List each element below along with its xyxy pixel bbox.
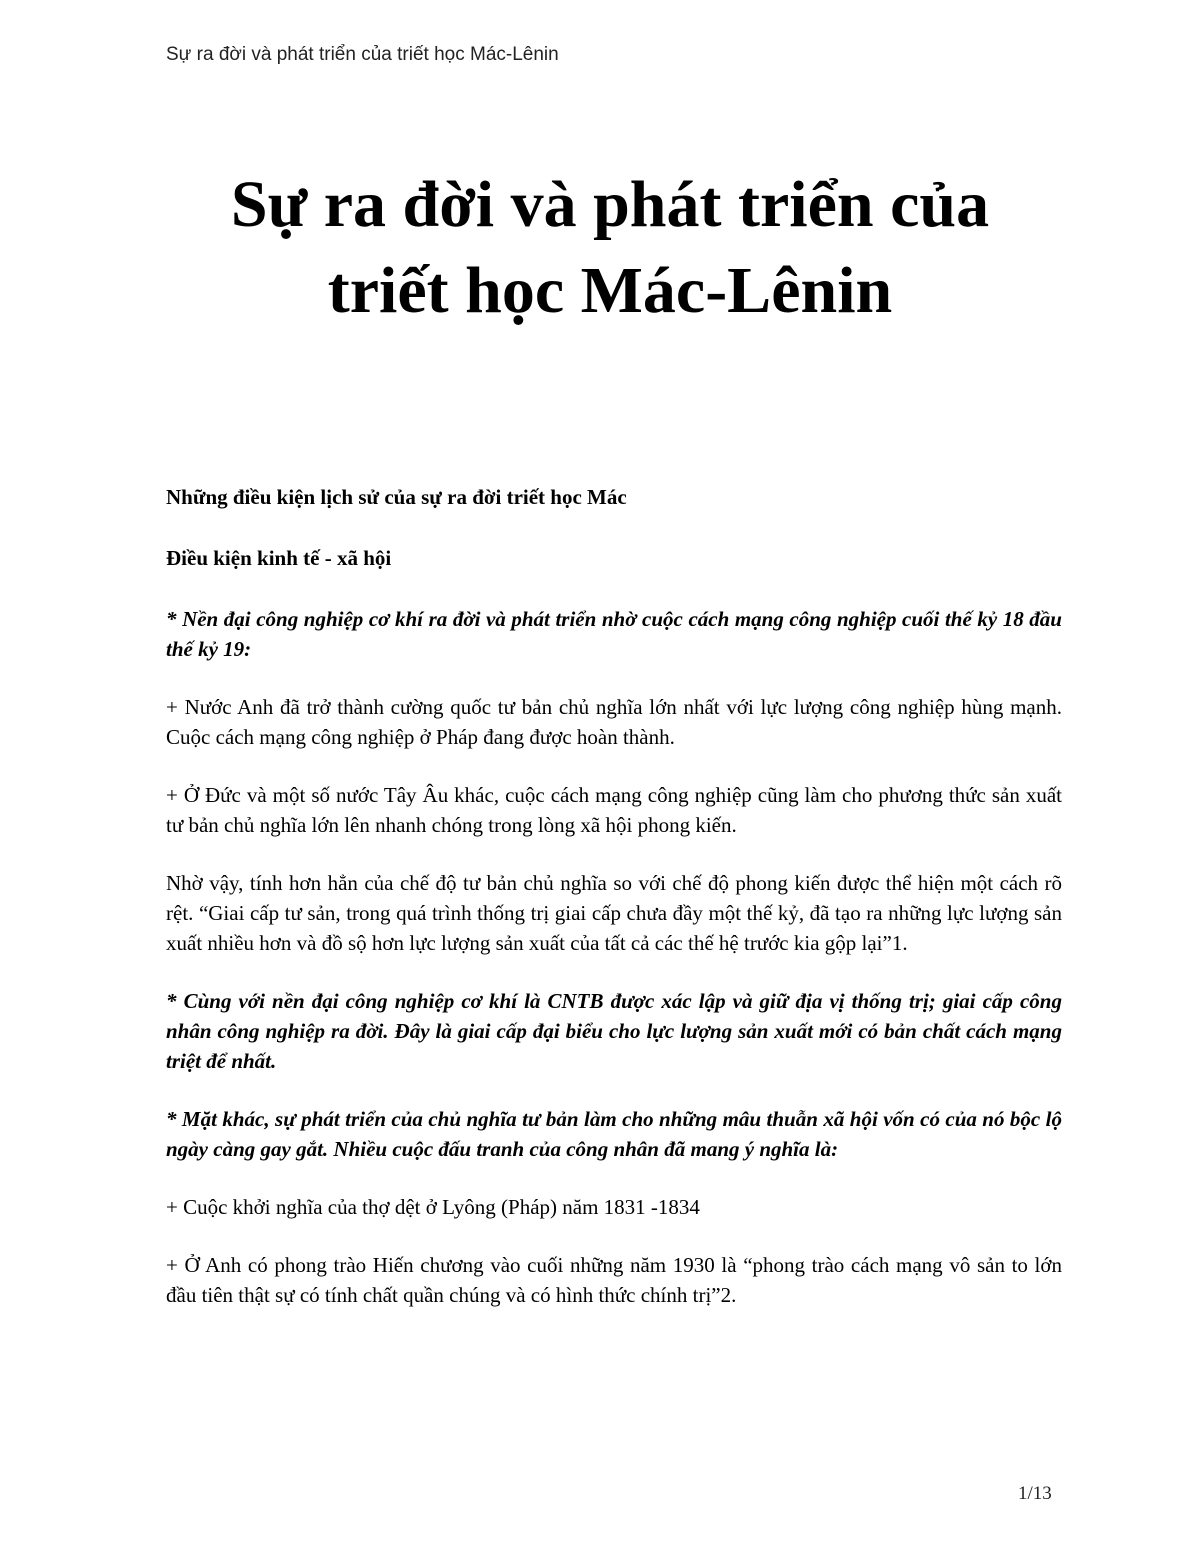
- body-paragraph: + Cuộc khởi nghĩa của thợ dệt ở Lyông (Pháp) năm 1831 -1834: [166, 1195, 700, 1219]
- body-paragraph: + Ở Anh có phong trào Hiến chương vào cuối những năm 1930 là “phong trào cách mạng vô sản to lớn đầu tiên thật sự có tính chất quần chúng và có hình thức chính trị”2.: [166, 1253, 1062, 1307]
- running-header: Sự ra đời và phát triển của triết học Mác-Lênin: [166, 44, 559, 65]
- document-body: [166, 482, 1062, 1338]
- emphasis-paragraph: * Mặt khác, sự phát triển của chủ nghĩa tư bản làm cho những mâu thuẫn xã hội vốn có của nó bộc lộ ngày càng gay gắt. Nhiều cuộc đấu tranh của công nhân đã mang ý nghĩa là:: [166, 1107, 1062, 1161]
- body-paragraph: + Nước Anh đã trở thành cường quốc tư bản chủ nghĩa lớn nhất với lực lượng công nghiệp hùng mạnh. Cuộc cách mạng công nghiệp ở Pháp đang được hoàn thành.: [166, 695, 1062, 749]
- body-paragraph: + Ở Đức và một số nước Tây Âu khác, cuộc cách mạng công nghiệp cũng làm cho phương thức sản xuất tư bản chủ nghĩa lớn lên nhanh chóng trong lòng xã hội phong kiến.: [166, 783, 1062, 837]
- emphasis-paragraph: * Cùng với nền đại công nghiệp cơ khí là CNTB được xác lập và giữ địa vị thống trị; giai cấp công nhân công nghiệp ra đời. Đây là giai cấp đại biểu cho lực lượng sản xuất mới có bản chất cách mạng triệt để nhất.: [166, 989, 1062, 1073]
- body-paragraph: Nhờ vậy, tính hơn hẳn của chế độ tư bản chủ nghĩa so với chế độ phong kiến được thể hiện một cách rõ rệt. “Giai cấp tư sản, trong quá trình thống trị giai cấp chưa đầy một thế kỷ, đã tạo ra những lực lượng sản xuất nhiều hơn và đồ sộ hơn lực lượng sản xuất của tất cả các thế hệ trước kia gộp lại”1.: [166, 871, 1062, 955]
- page-number: 1/13: [1018, 1483, 1052, 1504]
- emphasis-paragraph: * Nền đại công nghiệp cơ khí ra đời và phát triển nhờ cuộc cách mạng công nghiệp cuối thế kỷ 18 đầu thế kỷ 19:: [166, 607, 1062, 661]
- document-title: [100, 162, 1120, 334]
- section-heading: Những điều kiện lịch sử của sự ra đời triết học Mác: [166, 485, 627, 509]
- subsection-heading: Điều kiện kinh tế - xã hội: [166, 546, 392, 570]
- title-line-2: triết học Mác-Lênin: [327, 254, 893, 327]
- title-line-1: Sự ra đời và phát triển của: [230, 168, 990, 241]
